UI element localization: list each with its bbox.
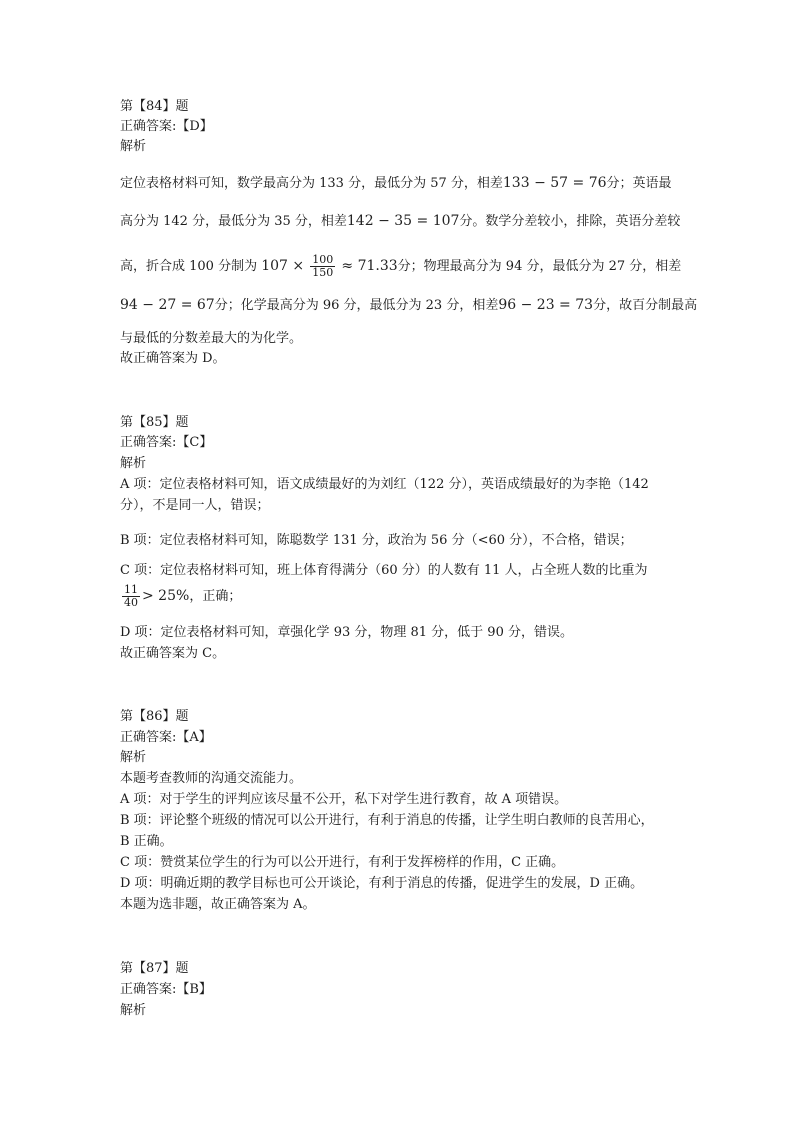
q84-math-3a: 107 × bbox=[261, 258, 305, 274]
q84-conclusion: 故正确答案为 D。 bbox=[120, 351, 226, 366]
q84-math-4a: 94 − 27 = 67 bbox=[120, 297, 215, 313]
q85-option-a-line-2: 分），不是同一人，错误； bbox=[120, 498, 270, 513]
q84-line-5: 与最低的分数差最大的为化学。 bbox=[120, 331, 303, 346]
question-85-header: 第【85】题 bbox=[120, 415, 189, 430]
q84-text: 分；化学最高分为 96 分，最低分为 23 分，相差 bbox=[214, 298, 499, 313]
q84-math-3b: ≈ 71.33 bbox=[341, 258, 398, 274]
q84-fraction bbox=[310, 254, 335, 279]
q84-math-2: 142 − 35 = 107 bbox=[346, 213, 460, 229]
q85-option-a-line-1: A 项：定位表格材料可知，语文成绩最好的为刘红（122 分），英语成绩最好的为李艳（142 bbox=[120, 477, 649, 492]
question-86-answer: 正确答案:【A】 bbox=[120, 730, 212, 745]
q86-option-b-line-2: B 正确。 bbox=[120, 834, 173, 849]
q84-math-4b: 96 − 23 = 73 bbox=[498, 297, 594, 313]
question-85-answer: 正确答案:【C】 bbox=[120, 435, 213, 450]
q85-text: ，正确； bbox=[189, 589, 242, 604]
q84-text: 分；英语最 bbox=[606, 176, 672, 191]
q86-option-c: C 项：赞赏某位学生的行为可以公开进行，有利于发挥榜样的作用，C 正确。 bbox=[120, 855, 565, 870]
fraction-numerator: 11 bbox=[124, 583, 138, 596]
question-84-header: 第【84】题 bbox=[120, 99, 189, 114]
q84-math-1: 133 − 57 = 76 bbox=[502, 175, 607, 191]
question-87-answer: 正确答案:【B】 bbox=[120, 982, 212, 997]
q84-text: 高分为 142 分，最低分为 35 分，相差 bbox=[120, 214, 347, 229]
q84-line-1 bbox=[120, 174, 672, 193]
q84-text: 分。数学分差较小，排除，英语分差较 bbox=[459, 214, 681, 229]
fraction-denominator: 150 bbox=[312, 266, 334, 279]
question-87-analysis-label: 解析 bbox=[120, 1003, 147, 1018]
q84-text: 高，折合成 100 分制为 bbox=[120, 259, 258, 274]
q85-conclusion: 故正确答案为 C。 bbox=[120, 646, 226, 661]
q86-option-a: A 项：对于学生的评判应该尽量不公开，私下对学生进行教育，故 A 项错误。 bbox=[120, 792, 568, 807]
q85-fraction bbox=[122, 584, 140, 609]
q84-line-4 bbox=[120, 296, 697, 315]
q85-option-b: B 项：定位表格材料可知，陈聪数学 131 分，政治为 56 分（<60 分），不合格，错误； bbox=[120, 533, 633, 548]
question-86-analysis-label: 解析 bbox=[120, 750, 147, 765]
q85-math: > 25% bbox=[142, 588, 190, 604]
q85-option-c-line-2 bbox=[120, 584, 241, 609]
q86-option-d: D 项：明确近期的教学目标也可公开谈论，有利于消息的传播，促进学生的发展，D 正确。 bbox=[120, 876, 644, 891]
q84-line-3 bbox=[120, 254, 681, 279]
question-87-header: 第【87】题 bbox=[120, 961, 189, 976]
q84-text: 分；物理最高分为 94 分，最低分为 27 分，相差 bbox=[397, 259, 682, 274]
q86-option-b-line-1: B 项：评论整个班级的情况可以公开进行，有利于消息的传播，让学生明白教师的良苦用心， bbox=[120, 813, 654, 828]
q84-text: 分，故百分制最高 bbox=[593, 298, 698, 313]
question-84-answer: 正确答案:【D】 bbox=[120, 119, 213, 134]
q85-option-c-line-1: C 项：定位表格材料可知，班上体育得满分（60 分）的人数有 11 人，占全班人数的比重为 bbox=[120, 563, 648, 578]
question-84-analysis-label: 解析 bbox=[120, 139, 147, 154]
question-86-header: 第【86】题 bbox=[120, 709, 189, 724]
q86-conclusion: 本题为选非题，故正确答案为 A。 bbox=[120, 897, 316, 912]
q84-line-2 bbox=[120, 212, 680, 231]
fraction-denominator: 40 bbox=[124, 596, 138, 609]
q84-text: 定位表格材料可知，数学最高分为 133 分，最低分为 57 分，相差 bbox=[120, 176, 503, 191]
fraction-numerator: 100 bbox=[312, 253, 334, 266]
q86-intro: 本题考查教师的沟通交流能力。 bbox=[120, 771, 303, 786]
q85-option-d: D 项：定位表格材料可知，章强化学 93 分，物理 81 分，低于 90 分，错误。 bbox=[120, 625, 573, 640]
question-85-analysis-label: 解析 bbox=[120, 456, 147, 471]
